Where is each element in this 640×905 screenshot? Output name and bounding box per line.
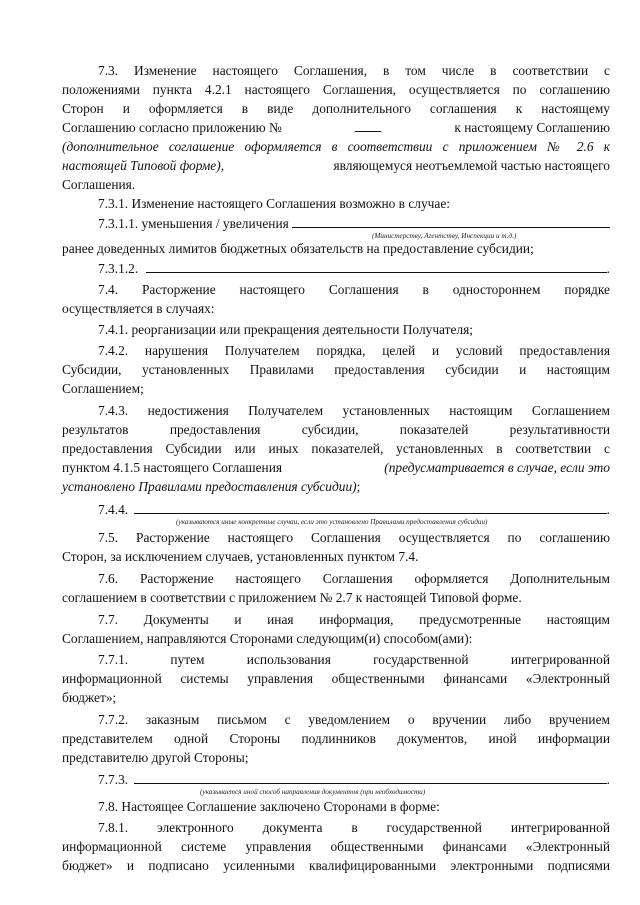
paragraph-7-5-line-2: Сторон, за исключением случаев, установленных пунктом 7.4. bbox=[62, 549, 419, 564]
paragraph-7-4-4-note: (указываются иные конкретные случаи, если это установлено Правилами предоставления субсидии) bbox=[176, 518, 488, 526]
paragraph-7-3-1-2 bbox=[62, 259, 610, 279]
paragraph-7-4-3-line-4-start: пунктом 4.1.5 настоящего Соглашения bbox=[62, 460, 283, 475]
paragraph-7-4-line-1: 7.4. Расторжение настоящего Соглашения в одностороннем порядке bbox=[98, 282, 610, 297]
authority-blank-note: (Министерству, Агентству, Инспекции и т.д.) bbox=[372, 232, 517, 240]
paragraph-7-7-3 bbox=[62, 770, 610, 790]
paragraph-7-3-line-7: Соглашения. bbox=[62, 177, 136, 192]
paragraph-7-6-line-2: соглашением в соответствии с приложением № 2.7 к настоящей Типовой форме. bbox=[62, 590, 522, 605]
paragraph-7-3-line-6 bbox=[62, 157, 610, 176]
paragraph-7-3-line-3: Сторон и оформляется в виде дополнительного соглашения к настоящему bbox=[62, 101, 610, 116]
paragraph-7-4-3-line-1: 7.4.3. недостижения Получателем установленных настоящим Соглашением bbox=[98, 403, 610, 418]
paragraph-7-4-3-line-4 bbox=[62, 459, 610, 478]
paragraph-7-4-3-line-3: предоставления Субсидии или иных показателей, установленных в соответствии с bbox=[62, 441, 610, 456]
paragraph-7-3-line-2: положениями пункта 4.2.1 настоящего Соглашения, осуществляется по соглашению bbox=[62, 82, 610, 97]
paragraph-7-4-3-line-5-end: ; bbox=[356, 479, 361, 494]
paragraph-7-4-3-line-5-italic: установлено Правилами предоставления субсидии) bbox=[62, 479, 357, 494]
paragraph-7-3-1-2-label: 7.3.1.2. bbox=[98, 261, 139, 276]
paragraph-7-4-line-2: осуществляется в случаях: bbox=[62, 301, 215, 316]
paragraph-7-7-3-note: (указывается иной способ направления документов (при необходимости) bbox=[200, 788, 426, 796]
paragraph-7-8-1-line-3: бюджет» и подписано усиленными квалифицированными электронными подписями bbox=[62, 858, 610, 873]
paragraph-7-7-2-line-2: представителем одной Стороны подлинников документов, иной информации bbox=[62, 731, 610, 746]
paragraph-7-4-1: 7.4.1. реорганизации или прекращения деятельности Получателя; bbox=[98, 322, 474, 337]
paragraph-7-3-1-2-blank bbox=[146, 259, 606, 273]
paragraph-7-8-1-line-2: информационной системе управления общественными финансами «Электронный bbox=[62, 839, 610, 854]
paragraph-7-4-2-line-1: 7.4.2. нарушения Получателем порядка, целей и условий предоставления bbox=[98, 343, 610, 358]
paragraph-7-3-line-4-end: к настоящему Соглашению bbox=[454, 120, 610, 135]
paragraph-7-3-line-6-rest: являющемуся неотъемлемой частью настоящего bbox=[333, 158, 610, 173]
paragraph-7-3-1-2-end: . bbox=[606, 261, 610, 276]
paragraph-7-7-2-line-1: 7.7.2. заказным письмом с уведомлением о вручении либо вручением bbox=[98, 712, 610, 727]
paragraph-7-4-4-blank bbox=[134, 500, 607, 514]
authority-blank bbox=[292, 214, 610, 228]
paragraph-7-8: 7.8. Настоящее Соглашение заключено Сторонами в форме: bbox=[98, 799, 440, 814]
paragraph-7-3-line-4-start: Соглашению согласно приложению № bbox=[62, 120, 282, 135]
paragraph-7-7-line-1: 7.7. Документы и иная информация, предусмотренные настоящим bbox=[98, 612, 610, 627]
paragraph-7-7-1-line-2: информационной системы управления общественными финансами «Электронный bbox=[62, 671, 610, 686]
paragraph-7-4-2-line-3: Соглашением; bbox=[62, 381, 144, 396]
paragraph-7-4-3-line-4-italic: (предусматривается в случае, если это bbox=[384, 460, 610, 475]
paragraph-7-4-3-line-5 bbox=[62, 478, 610, 497]
paragraph-7-7-3-end: . bbox=[606, 772, 610, 787]
paragraph-7-3-1-1 bbox=[62, 214, 610, 234]
paragraph-7-7-3-label: 7.7.3. bbox=[98, 772, 129, 787]
paragraph-7-6-line-1: 7.6. Расторжение настоящего Соглашения оформляется Дополнительным bbox=[98, 571, 610, 586]
paragraph-7-4-4-label: 7.4.4. bbox=[98, 502, 129, 517]
paragraph-7-3-line-4 bbox=[62, 119, 610, 138]
paragraph-7-7-3-blank bbox=[134, 770, 607, 784]
paragraph-7-7-1-line-3: бюджет»; bbox=[62, 690, 117, 705]
paragraph-7-3-1-1-cont: ранее доведенных лимитов бюджетных обязательств на предоставление субсидии; bbox=[62, 241, 534, 256]
appendix-number-blank bbox=[355, 119, 381, 132]
paragraph-7-4-2-line-2: Субсидии, установленных Правилами предоставления субсидии и настоящим bbox=[62, 362, 610, 377]
paragraph-7-3-line-6-italic: настоящей Типовой форме), bbox=[62, 158, 225, 173]
paragraph-7-3-1: 7.3.1. Изменение настоящего Соглашения возможно в случае: bbox=[98, 196, 450, 211]
paragraph-7-7-line-2: Соглашением, направляются Сторонами следующим(и) способом(ами): bbox=[62, 631, 473, 646]
paragraph-7-3-1-1-text: 7.3.1.1. уменьшения / увеличения bbox=[98, 216, 289, 231]
paragraph-7-7-2-line-3: представителю другой Стороны; bbox=[62, 750, 249, 765]
paragraph-7-7-1-line-1: 7.7.1. путем использования государственной интегрированной bbox=[98, 652, 610, 667]
paragraph-7-4-3-line-2: результатов предоставления субсидии, показателей результативности bbox=[62, 422, 610, 437]
paragraph-7-3-line-5: (дополнительное соглашение оформляется в соответствии с приложением № 2.6 к bbox=[62, 139, 610, 154]
paragraph-7-4-4 bbox=[62, 500, 610, 520]
paragraph-7-3-line-1: 7.3. Изменение настоящего Соглашения, в том числе в соответствии с bbox=[98, 63, 610, 78]
paragraph-7-4-4-end: . bbox=[606, 502, 610, 517]
paragraph-7-5-line-1: 7.5. Расторжение настоящего Соглашения осуществляется по соглашению bbox=[98, 530, 610, 545]
paragraph-7-8-1-line-1: 7.8.1. электронного документа в государственной интегрированной bbox=[98, 820, 610, 835]
